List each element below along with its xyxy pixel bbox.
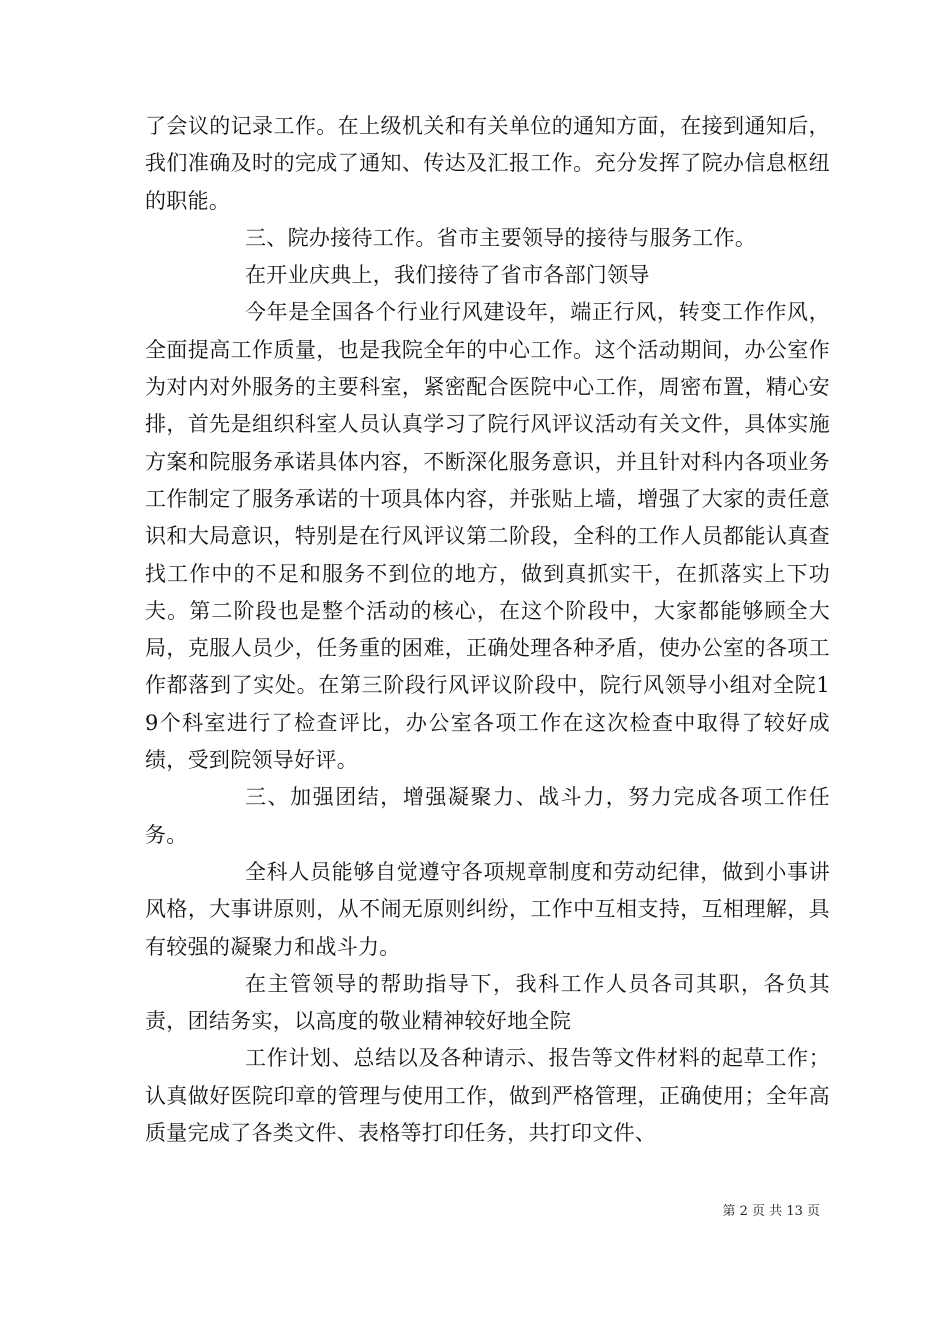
paragraph-5: 三、加强团结，增强凝聚力、战斗力，努力完成各项工作任务。 <box>145 785 830 847</box>
paragraph-1: 了会议的记录工作。在上级机关和有关单位的通知方面，在接到通知后，我们准确及时的完成了通知、传达及汇报工作。充分发挥了院办信息枢纽的职能。 <box>145 114 830 213</box>
paragraph-7: 在主管领导的帮助指导下，我科工作人员各司其职，各负其责，团结务实，以高度的敬业精神较好地全院 <box>145 971 830 1034</box>
paragraph-6: 全科人员能够自觉遵守各项规章制度和劳动纪律，做到小事讲风格，大事讲原则，从不闹无原则纠纷，工作中互相支持，互相理解，具有较强的凝聚力和战斗力。 <box>145 859 830 959</box>
page-number: 第 2 页 共 13 页 <box>722 1204 820 1219</box>
paragraph-8: 工作计划、总结以及各种请示、报告等文件材料的起草工作；认真做好医院印章的管理与使用工作，做到严格管理，正确使用；全年高质量完成了各类文件、表格等打印任务，共打印文件、 <box>145 1046 830 1146</box>
paragraph-2: 三、院办接待工作。省市主要领导的接待与服务工作。 <box>245 225 757 250</box>
paragraph-3: 在开业庆典上，我们接待了省市各部门领导 <box>245 263 650 288</box>
paragraph-4: 今年是全国各个行业行风建设年，端正行风，转变工作作风，全面提高工作质量，也是我院全年的中心工作。这个活动期间，办公室作为对内对外服务的主要科室，紧密配合医院中心工作，周密布置，精心安排，首先是组织科室人员认真学习了院行风评议活动有关文件，具体实施方案和院服务承诺具体内容，不断深化服务意识，并且针对科内各项业务工作制定了服务承诺的十项具体内容，并张贴上墙，增强了大家的责任意识和大局意识，特别是在行风评议第二阶段，全科的工作人员都能认真查找工作中的不足和服务不到位的地方，做到真抓实干，在抓落实上下功夫。第二阶段也是整个活动的核心，在这个阶段中，大家都能够顾全大局，克服人员少，任务重的困难，正确处理各种矛盾，使办公室的各项工作都落到了实处。在第三阶段行风评议阶段中，院行风领导小组对全院19个科室进行了检查评比，办公室各项工作在这次检查中取得了较好成绩，受到院领导好评。 <box>145 300 830 773</box>
document-body <box>145 108 830 1152</box>
